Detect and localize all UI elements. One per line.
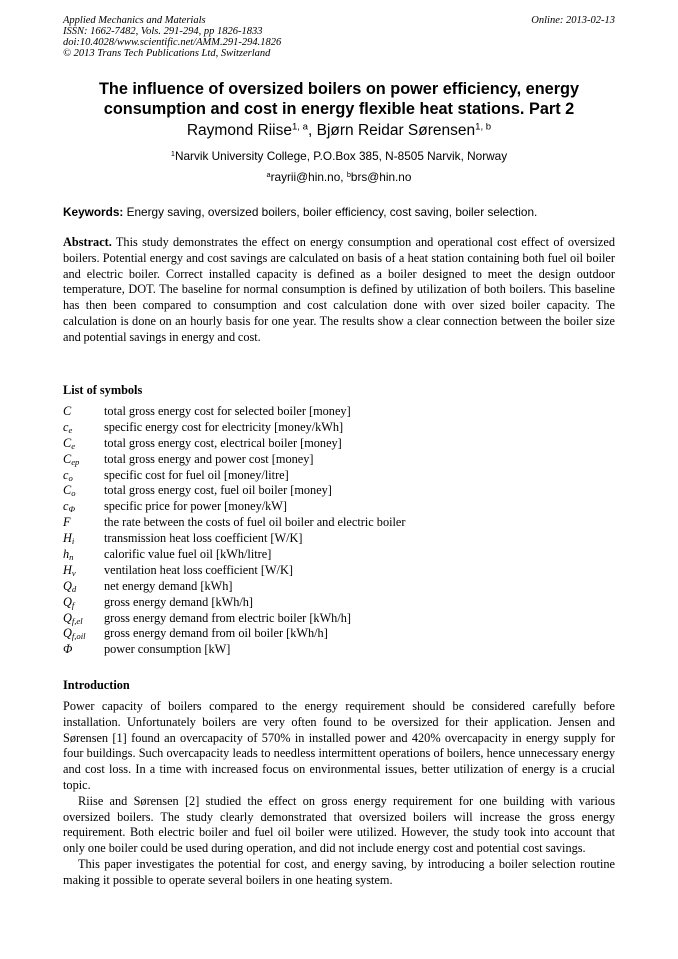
symbol-name: $Q_f$ xyxy=(63,594,75,610)
author-1: Raymond Riise xyxy=(186,122,292,139)
symbol-description: gross energy demand from electric boiler [kWh/h] xyxy=(104,610,351,625)
author-list xyxy=(63,121,615,141)
symbol-description: power consumption [kW] xyxy=(104,642,231,657)
abstract-label: Abstract. xyxy=(63,235,112,249)
intro-paragraph-1: Power capacity of boilers compared to the energy requirement should be considered carefully before installation. Unfortunately boilers are very often found to be oversized for their application. Jensen and Sørensen [1] found an overcapacity of 570% in installed power and 420% overcapacity in energy supply for four buildings. Such overcapacity leads to needless intermittent operations of boilers, hence unnecessary energy and cost loss. In a time with increased focus on environmental issues, better utilization of energy is a crucial topic. xyxy=(63,699,615,792)
author-emails xyxy=(63,170,615,185)
symbol-description: specific cost for fuel oil [money/litre] xyxy=(104,467,289,482)
symbol-row xyxy=(63,642,615,658)
title-line-2: consumption and cost in energy flexible heat stations. Part 2 xyxy=(103,100,575,118)
copyright-line: © 2013 Trans Tech Publications Ltd, Switzerland xyxy=(63,48,271,59)
symbol-row xyxy=(63,436,615,452)
symbol-description: net energy demand [kWh] xyxy=(104,578,233,593)
symbol-name: $c_o$ xyxy=(63,467,73,483)
symbol-name: $c_\Phi$ xyxy=(63,499,76,515)
symbol-row xyxy=(63,404,615,420)
symbol-name: $C_o$ xyxy=(63,483,76,499)
journal-header xyxy=(63,15,615,59)
author-2: Bjørn Reidar Sørensen xyxy=(316,122,476,139)
symbol-row xyxy=(63,579,615,595)
symbol-row xyxy=(63,420,615,436)
symbol-row xyxy=(63,547,615,563)
symbol-name: $Q_d$ xyxy=(63,578,77,594)
paper-title xyxy=(63,79,615,119)
symbol-row xyxy=(63,468,615,484)
symbol-name: $H_v$ xyxy=(63,562,76,579)
symbol-description: gross energy demand [kWh/h] xyxy=(104,594,254,609)
author-2-affil: 1, b xyxy=(475,121,492,133)
symbol-description: specific energy cost for electricity [money/kWh] xyxy=(104,419,344,434)
introduction-heading: Introduction xyxy=(63,678,130,692)
email-a: rayrii@hin.no xyxy=(270,170,341,184)
keywords-label: Keywords: xyxy=(63,205,124,219)
email-separator: , xyxy=(340,170,347,184)
symbol-name: $Q_{f,oil}$ xyxy=(63,626,86,642)
symbol-name: F xyxy=(63,515,71,530)
symbol-row xyxy=(63,595,615,611)
symbol-name: $H_i$ xyxy=(63,531,75,547)
intro-paragraph-3: This paper investigates the potential for cost, and energy saving, by introducing a boiler selection routine making it possible to operate several boilers in one heating system. xyxy=(63,856,615,887)
symbol-description: total gross energy cost, electrical boiler [money] xyxy=(104,435,342,450)
keywords xyxy=(63,204,615,220)
affiliation-text: Narvik University College, P.O.Box 385, N-8505 Narvik, Norway xyxy=(174,149,508,163)
title-line-1: The influence of oversized boilers on power efficiency, energy xyxy=(98,80,580,98)
symbol-name: C xyxy=(63,404,72,418)
email-a-marker: a xyxy=(266,169,271,179)
email-b-marker: b xyxy=(346,169,351,179)
symbol-row xyxy=(63,483,615,499)
symbol-description: total gross energy and power cost [money] xyxy=(104,451,314,466)
affiliation xyxy=(63,149,615,164)
abstract-text: This study demonstrates the effect on energy consumption and operational cost effect of oversized boilers. Potential energy and cost savings are calculated on basis of a heat station containing both fuel oil boiler and electric boiler. Correct installed capacity is defined as a boiler designed to meet the design outdoor temperature, DOT. The baseline for normal consumption is defined by utilization of both boilers. This baseline has then been compared to consumption and cost calculation done with over sized boiler capacity. The calculation is done on an hourly basis for one year. The results show a clear connection between the boiler size and potential savings in energy and cost. xyxy=(63,235,615,344)
symbol-description: calorific value fuel oil [kWh/litre] xyxy=(104,547,272,562)
affiliation-marker: 1 xyxy=(170,148,175,158)
symbols-heading: List of symbols xyxy=(63,383,143,397)
symbol-name: $c_e$ xyxy=(63,419,73,436)
symbol-description: total gross energy cost for selected boiler [money] xyxy=(104,404,351,418)
symbol-name: $C_{ep}$ xyxy=(63,451,80,467)
author-separator: , xyxy=(307,122,317,139)
symbol-row xyxy=(63,563,615,579)
issn-line: ISSN: 1662-7482, Vols. 291-294, pp 1826-1833 xyxy=(63,26,263,37)
introduction-body xyxy=(63,699,615,889)
symbol-name: $C_e$ xyxy=(63,435,76,451)
symbol-row xyxy=(63,452,615,468)
keywords-text: Energy saving, oversized boilers, boiler efficiency, cost saving, boiler selection. xyxy=(123,205,538,219)
symbol-row xyxy=(63,611,615,627)
symbol-row xyxy=(63,499,615,515)
symbol-description: ventilation heat loss coefficient [W/K] xyxy=(104,562,293,577)
author-1-affil: 1, a xyxy=(291,121,308,133)
symbol-row xyxy=(63,531,615,547)
doi-line: doi:10.4028/www.scientific.net/AMM.291-294.1826 xyxy=(63,37,282,48)
abstract xyxy=(63,235,615,346)
symbol-name: $Q_{f,el}$ xyxy=(63,610,83,626)
symbol-name: Φ xyxy=(63,642,73,657)
symbol-description: the rate between the costs of fuel oil boiler and electric boiler xyxy=(104,515,406,530)
symbol-name: $h_n$ xyxy=(63,547,74,563)
online-date: Online: 2013-02-13 xyxy=(531,15,615,26)
symbol-description: specific price for power [money/kW] xyxy=(104,499,288,514)
symbols-list xyxy=(63,404,615,658)
symbol-description: total gross energy cost, fuel oil boiler [money] xyxy=(104,483,332,498)
symbol-row xyxy=(63,626,615,642)
symbol-description: gross energy demand from oil boiler [kWh/h] xyxy=(104,626,328,641)
email-b: brs@hin.no xyxy=(350,170,412,184)
symbol-description: transmission heat loss coefficient [W/K] xyxy=(104,531,303,546)
symbol-row xyxy=(63,515,615,531)
intro-paragraph-2: Riise and Sørensen [2] studied the effect on gross energy requirement for one building with various oversized boilers. The study clearly demonstrated that oversized boilers will increase the gross energy requirement. Both electric boiler and fuel oil boiler were utilized. However, the study took into account that only one boiler could be used during operation, and did not include energy cost and potential cost savings. xyxy=(63,793,615,856)
journal-name: Applied Mechanics and Materials xyxy=(63,15,206,26)
